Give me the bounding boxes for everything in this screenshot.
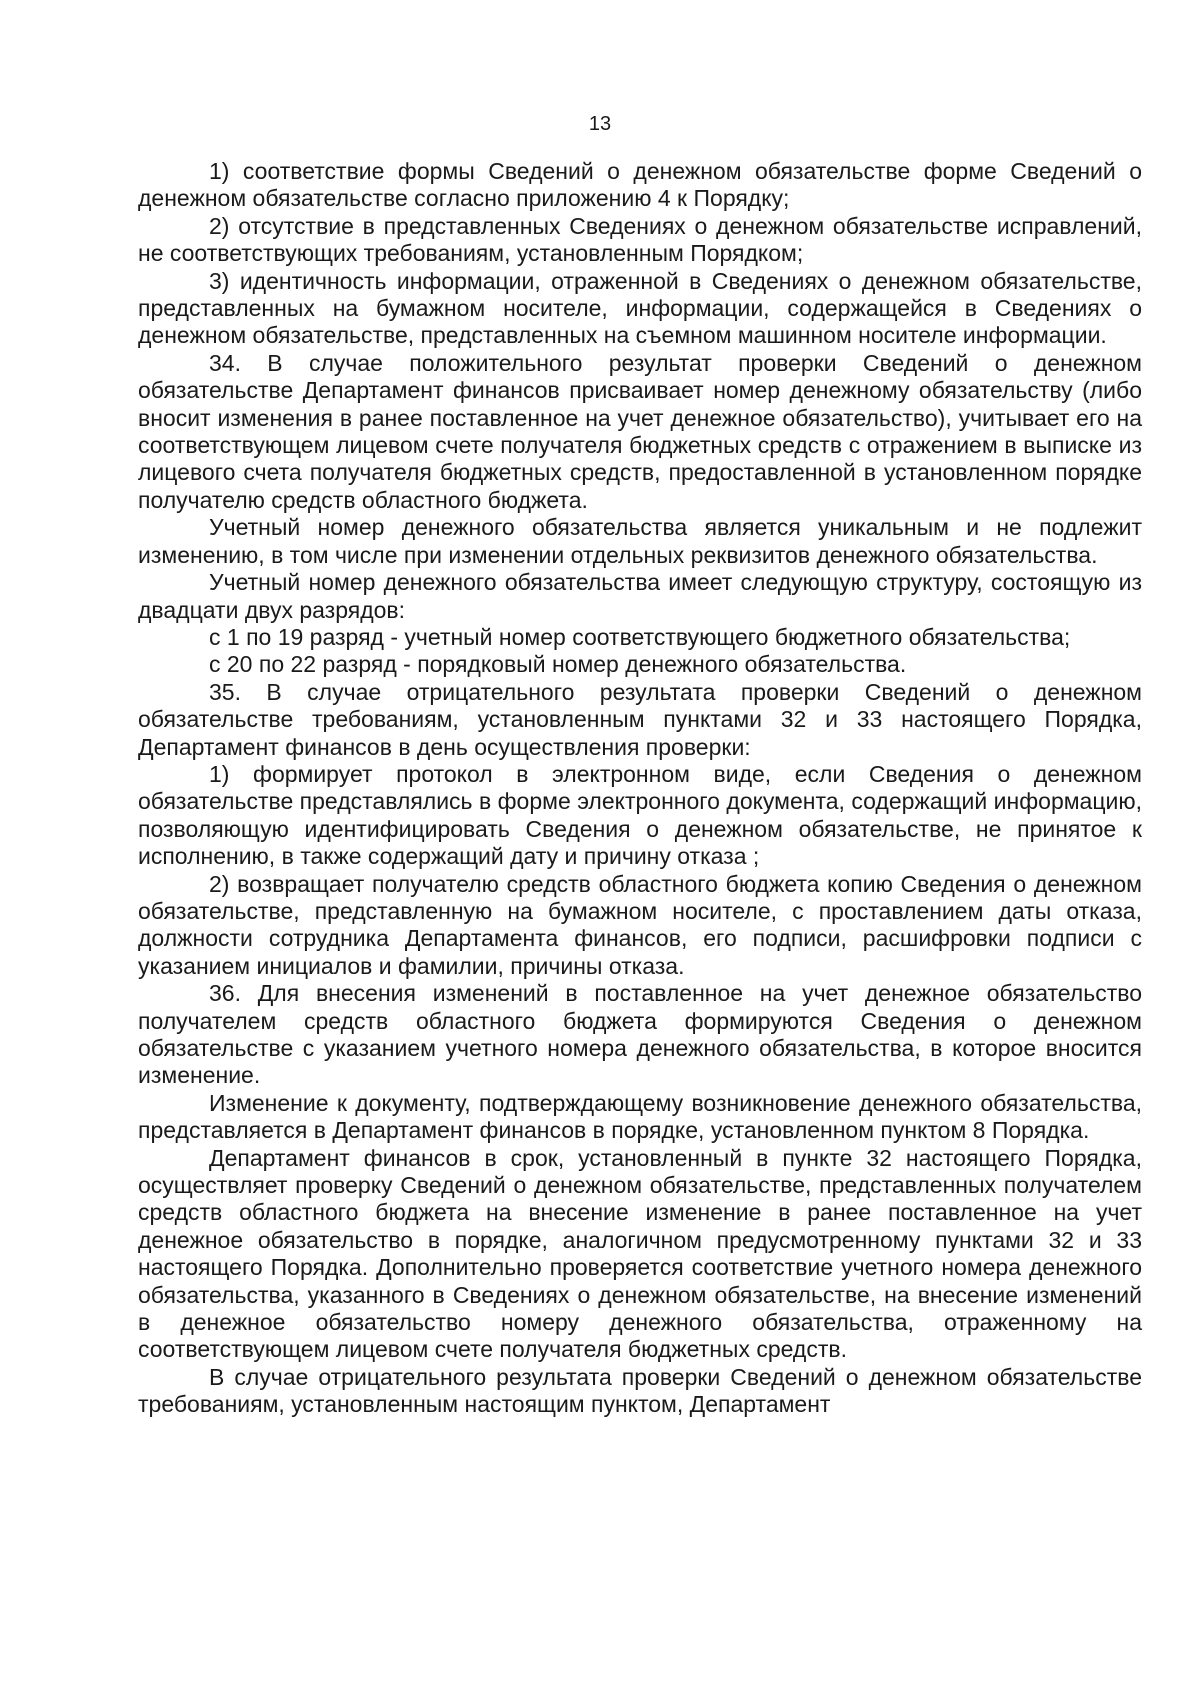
document-body [138, 158, 1142, 1419]
paragraph: 3) идентичность информации, отраженной в Сведениях о денежном обязательстве, представленных на бумажном носителе, информации, содержащейся в Сведениях о денежном обязательстве, представленных на съемном машинном носителе информации. [138, 267, 1142, 349]
paragraph: с 20 по 22 разряд - порядковый номер денежного обязательства. [209, 651, 907, 678]
paragraph: Учетный номер денежного обязательства является уникальным и не подлежит изменению, в том числе при изменении отдельных реквизитов денежного обязательства. [138, 514, 1142, 568]
paragraph: Учетный номер денежного обязательства имеет следующую структуру, состоящую из двадцати двух разрядов: [138, 569, 1142, 623]
page-number: 13 [588, 113, 612, 135]
paragraph: 1) соответствие формы Сведений о денежном обязательстве форме Сведений о денежном обязательстве согласно приложению 4 к Порядку; [138, 158, 1142, 212]
paragraph: В случае отрицательного результата проверки Сведений о денежном обязательстве требованиям, установленным настоящим пунктом, Департамент [138, 1363, 1142, 1418]
paragraph: 1) формирует протокол в электронном виде, если Сведения о денежном обязательстве представлялись в форме электронного документа, содержащий информацию, позволяющую идентифицировать Сведения о денежном обязательстве, не принятое к исполнению, в также содержащий дату и причину отказа ; [138, 760, 1142, 870]
paragraph: 35. В случае отрицательного результата проверки Сведений о денежном обязательстве требованиям, установленным пунктами 32 и 33 настоящего Порядка, Департамент финансов в день осуществления проверки: [138, 678, 1142, 760]
paragraph: Департамент финансов в срок, установленный в пункте 32 настоящего Порядка, осуществляет проверку Сведений о денежном обязательстве, представленных получателем средств областного бюджета на внесение изменение в ранее поставленное на учет денежное обязательство в порядке, аналогичном предусмотренному пунктами 32 и 33 настоящего Порядка. Дополнительно проверяется соответствие учетного номера денежного обязательства, указанного в Сведениях о денежном обязательстве, на внесение изменений в денежное обязательство номеру денежного обязательства, отраженному на соответствующем лицевом счете получателя бюджетных средств. [138, 1144, 1142, 1363]
paragraph: 2) отсутствие в представленных Сведениях о денежном обязательстве исправлений, не соответствующих требованиям, установленным Порядком; [138, 212, 1142, 267]
paragraph: 36. Для внесения изменений в поставленное на учет денежное обязательство получателем средств областного бюджета формируются Сведения о денежном обязательстве с указанием учетного номера денежного обязательства, в которое вносится изменение. [138, 980, 1142, 1089]
paragraph: с 1 по 19 разряд - учетный номер соответствующего бюджетного обязательства; [209, 623, 1071, 650]
paragraph: 34. В случае положительного результат проверки Сведений о денежном обязательстве Департамент финансов присваивает номер денежному обязательству (либо вносит изменения в ранее поставленное на учет денежное обязательство), учитывает его на соответствующем лицевом счете получателя бюджетных средств с отражением в выписке из лицевого счета получателя бюджетных средств, предоставленной в установленном порядке получателю средств областного бюджета. [138, 349, 1142, 513]
paragraph: 2) возвращает получателю средств областного бюджета копию Сведения о денежном обязательстве, представленную на бумажном носителе, с проставлением даты отказа, должности сотрудника Департамента финансов, его подписи, расшифровки подписи с указанием инициалов и фамилии, причины отказа. [138, 870, 1142, 979]
paragraph: Изменение к документу, подтверждающему возникновение денежного обязательства, представляется в Департамент финансов в порядке, установленном пунктом 8 Порядка. [138, 1089, 1142, 1144]
